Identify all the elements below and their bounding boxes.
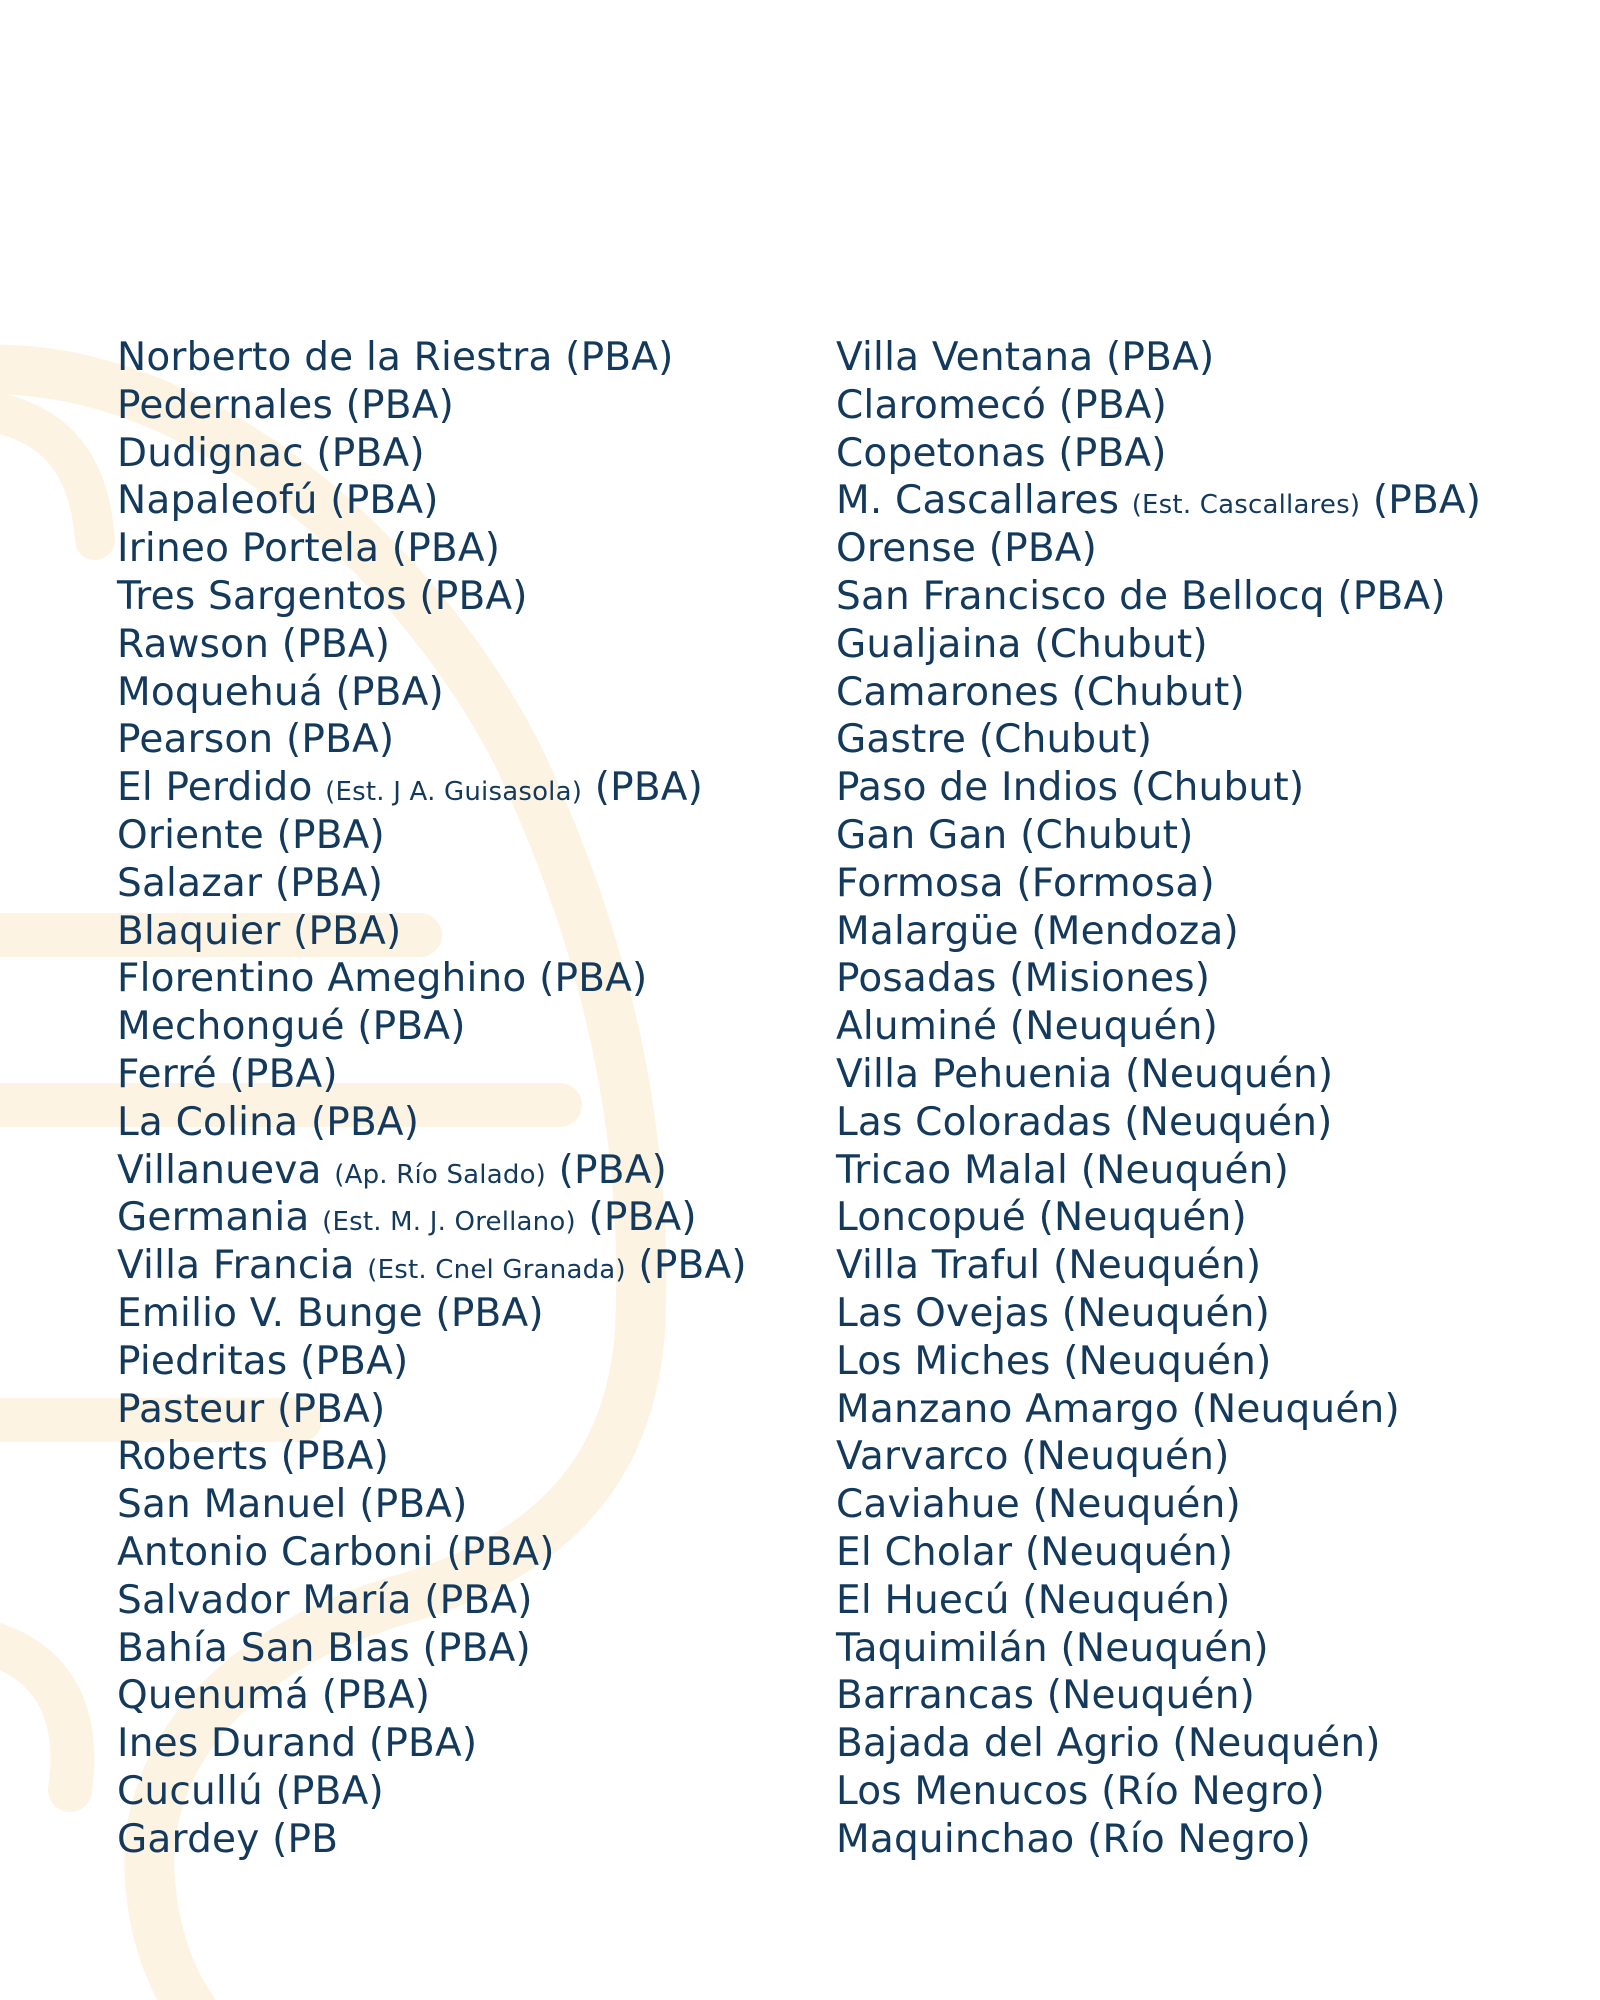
locality-province: (PBA) (229, 1051, 338, 1097)
locality-item (117, 1720, 747, 1768)
locality-province: (Neuquén) (1125, 1051, 1334, 1097)
locality-item (117, 1577, 747, 1625)
locality-province: (PBA) (565, 335, 674, 380)
locality-name: Gardey (117, 1816, 260, 1862)
locality-item (836, 1338, 1481, 1386)
locality-item (117, 621, 747, 669)
locality-name: Villa Traful (836, 1243, 1041, 1289)
locality-item (117, 955, 747, 1003)
locality-name: Norberto de la Riestra (117, 335, 553, 380)
locality-province: (PBA) (1058, 382, 1168, 428)
locality-province: (Mendoza) (1031, 908, 1239, 954)
locality-name: Camarones (836, 669, 1059, 715)
locality-province: (PB (272, 1816, 339, 1862)
locality-province: (PBA) (293, 908, 402, 954)
locality-province: (PBA) (335, 669, 444, 715)
locality-item (836, 334, 1481, 382)
locality-item (836, 908, 1481, 956)
locality-item (117, 1003, 747, 1051)
locality-province: (Neuquén) (1061, 1290, 1271, 1336)
locality-name: M. Cascallares (836, 478, 1120, 524)
decor-curve-lower (0, 1640, 72, 1790)
locality-item (836, 1577, 1481, 1625)
locality-item (117, 1529, 747, 1577)
locality-province: (PBA) (316, 430, 425, 476)
locality-name: Oriente (117, 812, 264, 858)
locality-item (117, 669, 747, 717)
locality-province: (PBA) (435, 1290, 544, 1336)
locality-item (117, 1433, 747, 1481)
locality-province: (PBA) (988, 526, 1098, 572)
locality-province: (PBA) (1372, 478, 1482, 524)
locality-name: Las Coloradas (836, 1099, 1112, 1145)
locality-province: (PBA) (419, 573, 528, 619)
locality-province: (PBA) (285, 717, 395, 763)
locality-name: Blaquier (117, 908, 281, 954)
locality-province: (PBA) (310, 1099, 420, 1145)
locality-note: (Est. M. J. Orellano) (322, 1207, 576, 1238)
locality-province: (PBA) (321, 1673, 431, 1719)
locality-name: La Colina (117, 1099, 299, 1145)
locality-province: (PBA) (357, 1004, 466, 1050)
locality-province: (PBA) (594, 765, 704, 811)
locality-name: El Perdido (117, 765, 313, 811)
locality-province: (PBA) (330, 478, 439, 524)
locality-province: (PBA) (281, 621, 391, 667)
locality-name: Irineo Portela (117, 526, 380, 572)
locality-item (117, 1386, 747, 1434)
locality-item (836, 525, 1481, 573)
locality-item (117, 1338, 747, 1386)
locality-name: Paso de Indios (836, 765, 1119, 811)
locality-province: (PBA) (422, 1625, 531, 1671)
locality-item (117, 1768, 747, 1816)
locality-province: (Neuquén) (1032, 1482, 1241, 1528)
locality-province: (PBA) (345, 382, 454, 428)
locality-name: Maquinchao (836, 1816, 1075, 1862)
locality-item (117, 716, 747, 764)
locality-name: Villa Pehuenia (836, 1051, 1113, 1097)
locality-province: (PBA) (1106, 335, 1215, 380)
locality-province: (PBA) (638, 1243, 747, 1289)
locality-name: Caviahue (836, 1482, 1020, 1528)
locality-name: Los Miches (836, 1338, 1051, 1384)
locality-province: (Neuquén) (1063, 1338, 1272, 1384)
locality-item (117, 1290, 747, 1338)
locality-item (836, 1003, 1481, 1051)
locality-item (836, 1768, 1481, 1816)
locality-item (117, 334, 747, 382)
locality-province: (Chubut) (1020, 812, 1194, 858)
locality-province: (Chubut) (1034, 621, 1208, 667)
locality-item (836, 1816, 1481, 1864)
locality-item (117, 1147, 747, 1195)
locality-name: Bahía San Blas (117, 1625, 410, 1671)
locality-province: (Neuquén) (1046, 1673, 1256, 1719)
locality-item (836, 955, 1481, 1003)
locality-item (836, 382, 1481, 430)
locality-item (117, 1242, 747, 1290)
locality-name: San Francisco de Bellocq (836, 573, 1325, 619)
locality-province: (PBA) (558, 1147, 668, 1193)
locality-item (836, 1242, 1481, 1290)
locality-item (836, 1051, 1481, 1099)
decor-stroke-inner (0, 410, 95, 540)
locality-province: (Neuquén) (1080, 1147, 1289, 1193)
locality-name: Gualjaina (836, 621, 1022, 667)
locality-name: San Manuel (117, 1482, 347, 1528)
locality-province: (PBA) (277, 1386, 386, 1432)
locality-item (117, 908, 747, 956)
locality-item (117, 1625, 747, 1673)
locality-name: Formosa (836, 860, 1004, 906)
locality-item (836, 812, 1481, 860)
locality-note: (Est. Cnel Granada) (367, 1255, 626, 1286)
locality-province: (PBA) (1337, 573, 1446, 619)
locality-province: (PBA) (276, 812, 385, 858)
locality-province: (Neuquén) (1022, 1577, 1231, 1623)
locality-province: (Formosa) (1016, 860, 1215, 906)
locality-name: Cucullú (117, 1768, 263, 1814)
locality-item (117, 1194, 747, 1242)
left-locality-list (117, 334, 747, 1864)
locality-name: Las Ovejas (836, 1290, 1050, 1336)
locality-item (836, 669, 1481, 717)
locality-item (836, 573, 1481, 621)
locality-name: Salazar (117, 860, 263, 906)
locality-item (836, 1672, 1481, 1720)
locality-name: Claromecó (836, 382, 1047, 428)
locality-name: Copetonas (836, 430, 1046, 476)
locality-name: Antonio Carboni (117, 1529, 434, 1575)
locality-name: Orense (836, 526, 977, 572)
locality-note: (Ap. Río Salado) (334, 1159, 547, 1190)
locality-item (836, 477, 1481, 525)
locality-item (836, 1099, 1481, 1147)
locality-name: El Cholar (836, 1529, 1013, 1575)
locality-province: (PBA) (280, 1434, 390, 1480)
locality-name: Tres Sargentos (117, 573, 407, 619)
locality-name: Villa Ventana (836, 335, 1094, 380)
locality-name: Varvarco (836, 1434, 1009, 1480)
locality-province: (PBA) (539, 956, 648, 1002)
locality-item (117, 812, 747, 860)
locality-province: (Chubut) (1071, 669, 1245, 715)
locality-province: (PBA) (368, 1721, 478, 1767)
locality-name: Pasteur (117, 1386, 265, 1432)
locality-province: (Neuquén) (1009, 1004, 1219, 1050)
locality-province: (Neuquén) (1124, 1099, 1333, 1145)
locality-item (117, 1816, 747, 1864)
locality-province: (Neuquén) (1038, 1195, 1247, 1241)
locality-province: (PBA) (588, 1195, 697, 1241)
locality-item (836, 1625, 1481, 1673)
locality-name: Mechongué (117, 1004, 345, 1050)
locality-province: (Río Negro) (1101, 1768, 1325, 1814)
locality-name: Villanueva (117, 1147, 322, 1193)
locality-item (836, 1147, 1481, 1195)
locality-province: (PBA) (446, 1529, 555, 1575)
locality-item (836, 860, 1481, 908)
locality-province: (Chubut) (978, 717, 1153, 763)
locality-item (117, 860, 747, 908)
locality-name: Taquimilán (836, 1625, 1048, 1671)
locality-name: Tricao Malal (836, 1147, 1069, 1193)
locality-item (836, 1194, 1481, 1242)
locality-name: Dudignac (117, 430, 304, 476)
locality-name: Salvador María (117, 1577, 412, 1623)
locality-province: (Neuquén) (1024, 1529, 1234, 1575)
locality-name: Emilio V. Bunge (117, 1290, 423, 1336)
locality-name: Manzano Amargo (836, 1386, 1179, 1432)
locality-province: (Neuquén) (1021, 1434, 1230, 1480)
locality-note: (Est. J A. Guisasola) (325, 777, 583, 808)
locality-item (836, 1433, 1481, 1481)
locality-item (117, 1672, 747, 1720)
locality-name: Gastre (836, 717, 967, 763)
locality-name: Florentino Ameghino (117, 956, 527, 1002)
locality-item (836, 1481, 1481, 1529)
locality-name: Bajada del Agrio (836, 1721, 1160, 1767)
locality-note: (Est. Cascallares) (1131, 490, 1361, 521)
locality-name: Aluminé (836, 1004, 998, 1050)
locality-name: Villa Francia (117, 1243, 355, 1289)
locality-name: El Huecú (836, 1577, 1010, 1623)
locality-item (117, 1099, 747, 1147)
locality-province: (Misiones) (1009, 956, 1211, 1002)
locality-item (117, 1481, 747, 1529)
locality-item (836, 621, 1481, 669)
locality-province: (PBA) (424, 1577, 533, 1623)
locality-province: (PBA) (300, 1338, 409, 1384)
locality-name: Los Menucos (836, 1768, 1089, 1814)
locality-province: (PBA) (1058, 430, 1167, 476)
locality-name: Moquehuá (117, 669, 323, 715)
locality-name: Napaleofú (117, 478, 318, 524)
locality-name: Piedritas (117, 1338, 288, 1384)
locality-item (836, 764, 1481, 812)
locality-item (117, 477, 747, 525)
locality-name: Posadas (836, 956, 997, 1002)
locality-name: Pedernales (117, 382, 333, 428)
locality-province: (PBA) (274, 860, 384, 906)
locality-item (117, 382, 747, 430)
locality-province: (Neuquén) (1060, 1625, 1269, 1671)
locality-name: Germania (117, 1195, 310, 1241)
locality-name: Ferré (117, 1051, 217, 1097)
locality-name: Gan Gan (836, 812, 1008, 858)
right-locality-list (836, 334, 1481, 1864)
locality-name: Malargüe (836, 908, 1019, 954)
locality-item (117, 430, 747, 478)
locality-name: Quenumá (117, 1673, 310, 1719)
locality-item (117, 573, 747, 621)
locality-item (836, 716, 1481, 764)
locality-item (117, 1051, 747, 1099)
locality-item (836, 1290, 1481, 1338)
locality-province: (Chubut) (1130, 765, 1305, 811)
locality-name: Loncopué (836, 1195, 1026, 1241)
locality-name: Pearson (117, 717, 274, 763)
locality-item (117, 764, 747, 812)
locality-province: (PBA) (275, 1768, 384, 1814)
locality-name: Ines Durand (117, 1721, 357, 1767)
locality-item (836, 1529, 1481, 1577)
locality-item (117, 525, 747, 573)
locality-name: Roberts (117, 1434, 269, 1480)
locality-item (836, 1386, 1481, 1434)
locality-province: (Neuquén) (1191, 1386, 1400, 1432)
locality-province: (PBA) (359, 1482, 468, 1528)
locality-province: (Neuquén) (1172, 1721, 1381, 1767)
locality-province: (Río Negro) (1087, 1816, 1311, 1862)
locality-name: Barrancas (836, 1673, 1035, 1719)
locality-item (836, 430, 1481, 478)
locality-province: (PBA) (391, 526, 501, 572)
locality-item (836, 1720, 1481, 1768)
locality-province: (Neuquén) (1052, 1243, 1262, 1289)
locality-name: Rawson (117, 621, 270, 667)
